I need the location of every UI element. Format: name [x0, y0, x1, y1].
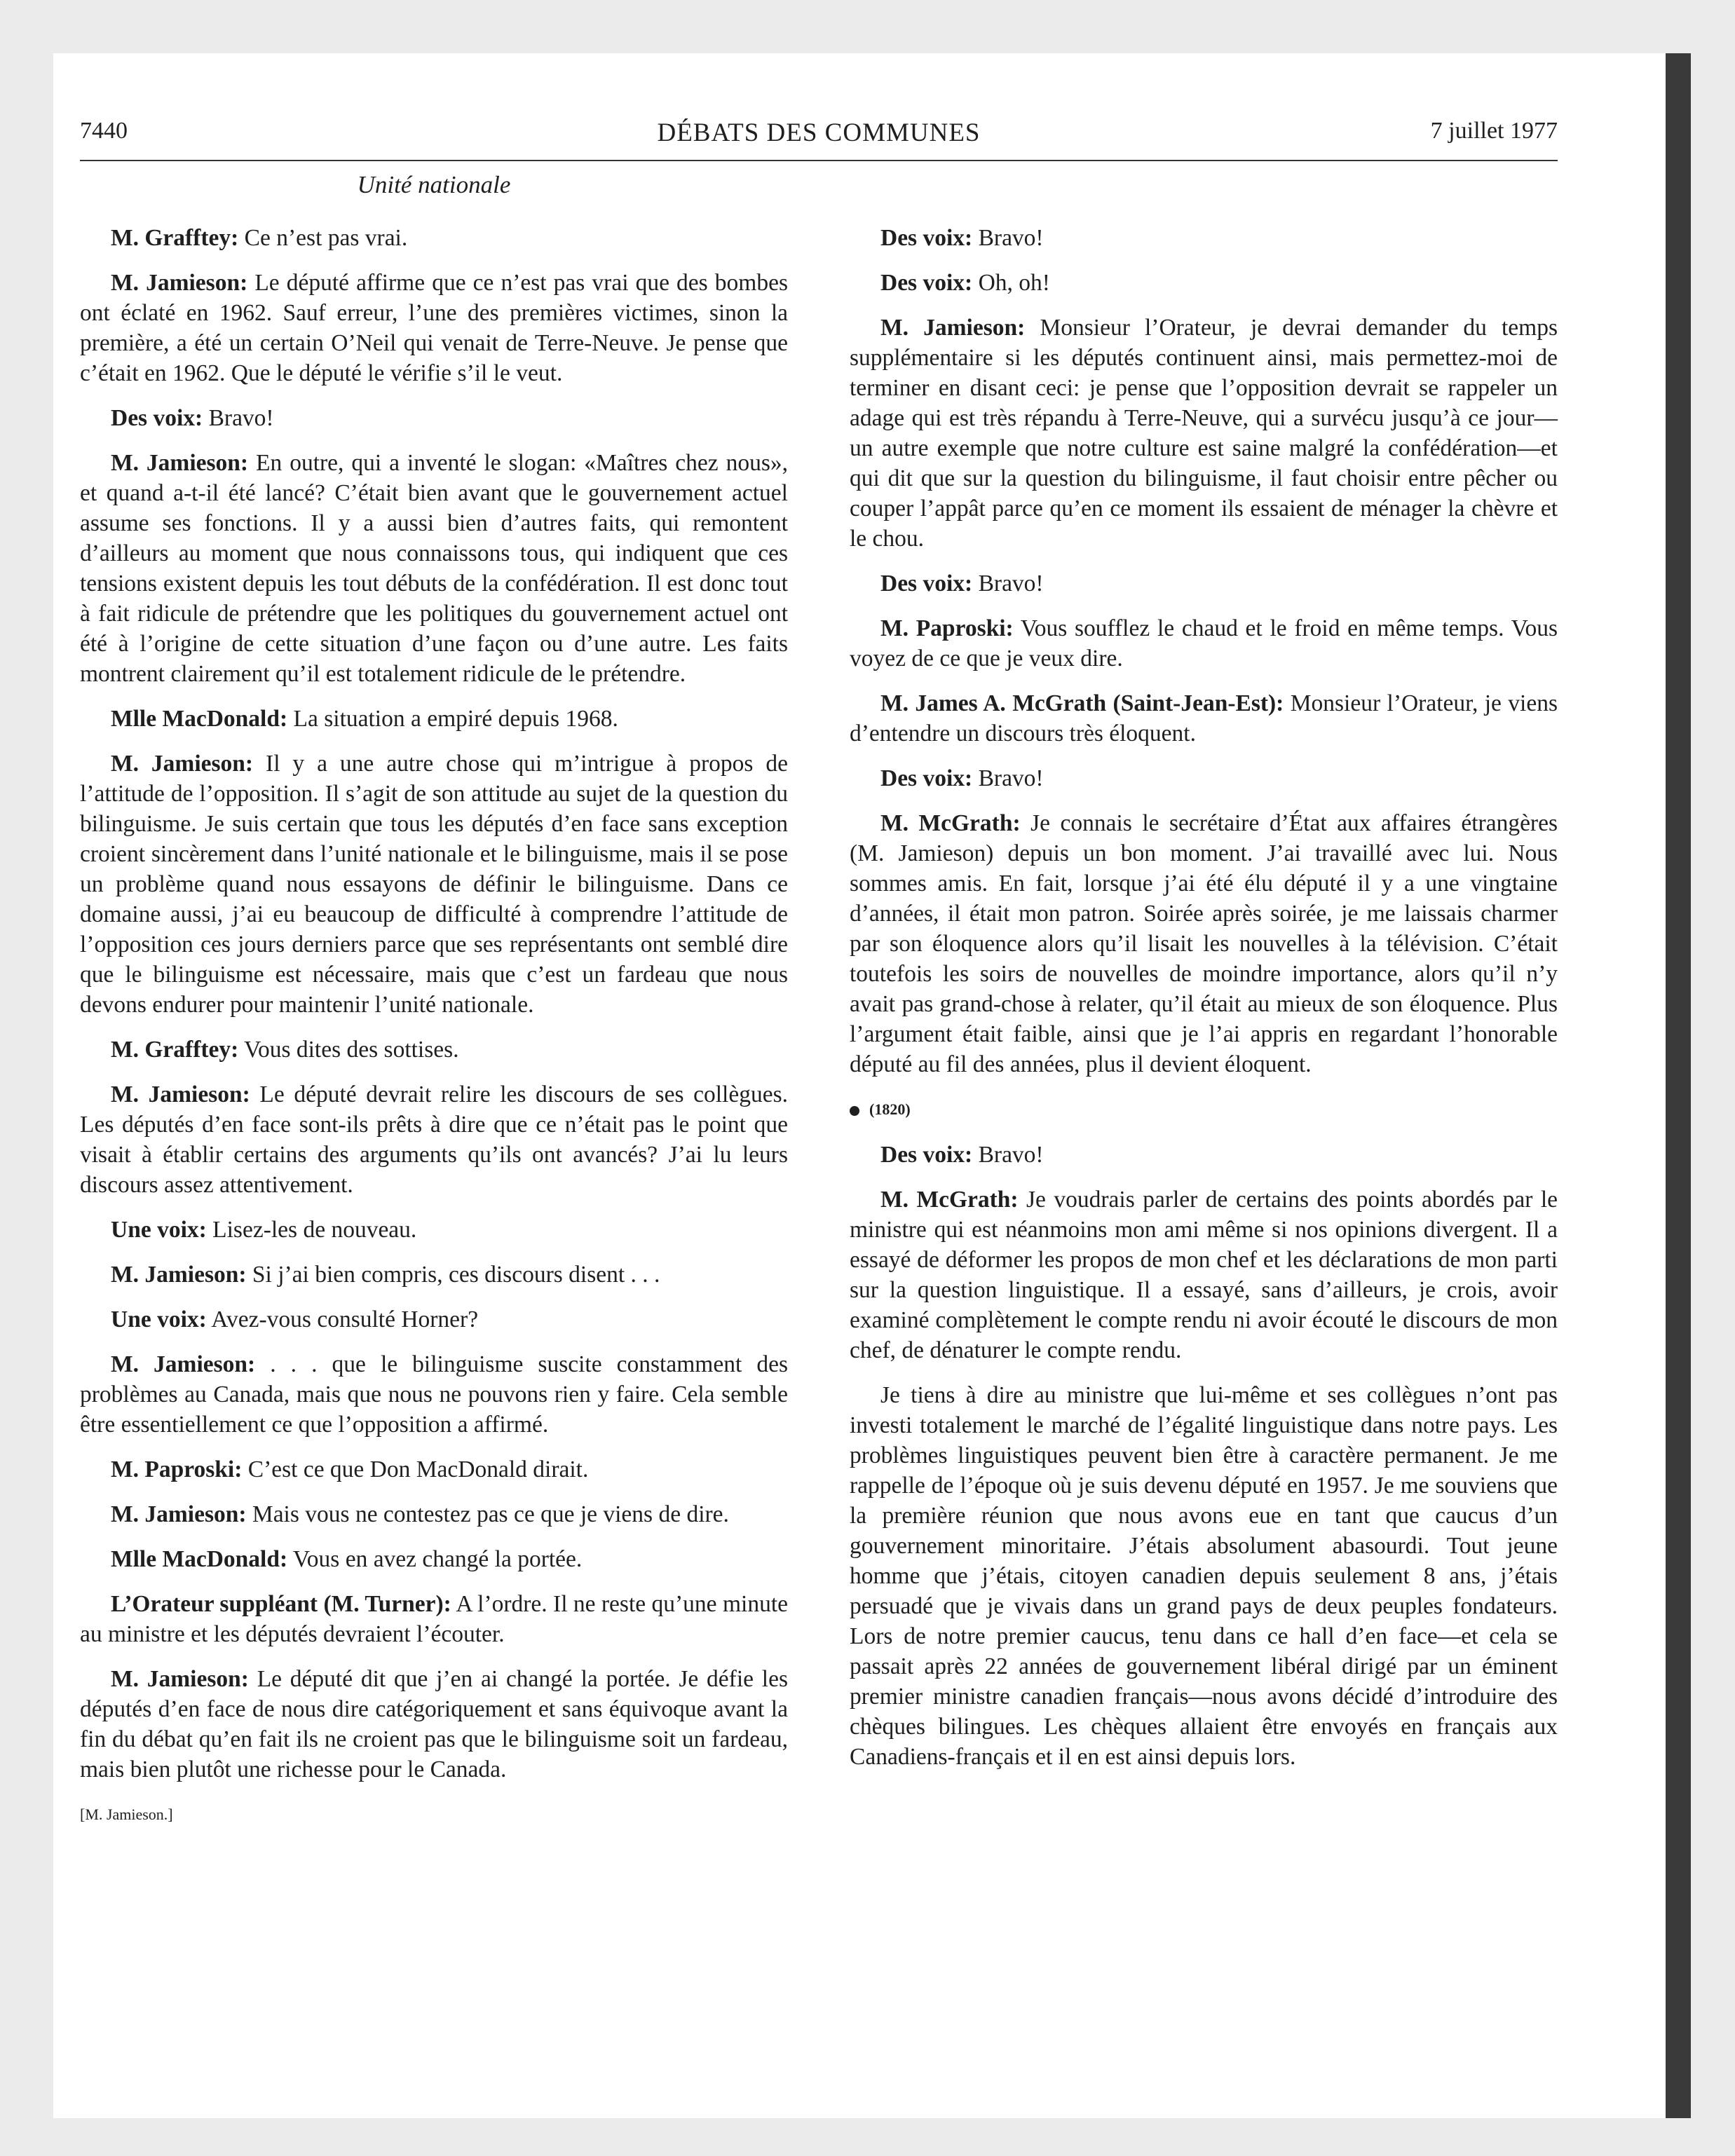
- paragraph: [80, 1260, 788, 1290]
- paragraph: [80, 223, 788, 253]
- speaker-name: M. Jamieson:: [111, 1666, 249, 1692]
- paragraph: [850, 808, 1558, 1079]
- speech-text: Il y a une autre chose qui m’intrigue à propos de l’attitude de l’opposition. Il s’agit de son attitude au sujet de la question du bilinguisme. Je suis certain que tous les députés d’en face sans exception croient sincèrement dans l’unité nationale et le bilinguisme, mais il se pose un problème quand nous essayons de définir le bilinguisme. Dans ce domaine aussi, j’ai eu beaucoup de difficulté à comprendre l’attitude de l’opposition ces jours derniers parce que ses représentants ont semblé dire que le bilinguisme est nécessaire, mais que c’est un fardeau que nous devons endurer pour maintenir l’unité nationale.: [80, 751, 788, 1018]
- paragraph: [80, 1349, 788, 1440]
- speaker-name: M. James A. McGrath (Saint-Jean-Est):: [880, 690, 1284, 716]
- time-marker-text: (1820): [869, 1100, 911, 1118]
- speaker-name: Mlle MacDonald:: [111, 1546, 288, 1572]
- page-header: [80, 118, 1558, 161]
- paragraph: [850, 568, 1558, 599]
- speaker-name: M. Jamieson:: [111, 450, 249, 476]
- bullet-icon: [850, 1106, 859, 1116]
- speech-text: Monsieur l’Orateur, je viens d’entendre un discours très éloquent.: [850, 690, 1558, 746]
- speaker-name: M. Jamieson:: [111, 270, 248, 296]
- page-number: 7440: [80, 118, 128, 144]
- speaker-name: Une voix:: [111, 1217, 207, 1243]
- publication-date: 7 juillet 1977: [1430, 118, 1558, 144]
- speaker-name: Mlle MacDonald:: [111, 706, 288, 732]
- paragraph: [80, 403, 788, 433]
- speech-text: Bravo!: [203, 405, 274, 431]
- speaker-name: M. Jamieson:: [111, 751, 254, 777]
- speech-text: Bravo!: [972, 1142, 1044, 1168]
- speaker-name: Des voix:: [880, 571, 973, 596]
- continuation-tag: [M. Jamieson.]: [80, 1806, 173, 1823]
- paragraph: [850, 688, 1558, 749]
- paragraph: [80, 1215, 788, 1245]
- speech-text: Avez-vous consulté Horner?: [206, 1306, 479, 1332]
- time-marker: [850, 1094, 1558, 1124]
- speech-text: Si j’ai bien compris, ces discours disent . . .: [246, 1262, 660, 1288]
- paragraph: [80, 1035, 788, 1065]
- paragraph: [80, 1454, 788, 1485]
- speech-text: Je voudrais parler de certains des points abordés par le ministre qui est néanmoins mon ami même si nos opinions divergent. Il a essayé de déformer les propos de mon chef et les déclarations de mon parti sur la question linguistique. Il a essayé, sans d’ailleurs, je crois, avoir examiné complètement le compte rendu ni avoir écouté le discours de mon chef, de dénaturer le compte rendu.: [850, 1187, 1558, 1363]
- speaker-name: M. McGrath:: [880, 810, 1021, 836]
- paragraph: [80, 704, 788, 734]
- speech-text: La situation a empiré depuis 1968.: [287, 706, 618, 732]
- section-title: Unité nationale: [357, 171, 511, 198]
- speech-text: Vous en avez changé la portée.: [287, 1546, 583, 1572]
- speech-text: Bravo!: [972, 571, 1044, 596]
- paragraph: [850, 1380, 1558, 1772]
- speaker-name: L’Orateur suppléant (M. Turner):: [111, 1591, 451, 1617]
- paragraph: [80, 1589, 788, 1649]
- speaker-name: M. Paproski:: [111, 1456, 243, 1482]
- right-column: [850, 223, 1558, 1787]
- speech-text: Bravo!: [972, 225, 1044, 251]
- speaker-name: M. Jamieson:: [111, 1082, 250, 1107]
- speech-text: Ce n’est pas vrai.: [238, 225, 408, 251]
- speaker-name: M. Jamieson:: [111, 1501, 247, 1527]
- speaker-name: Des voix:: [880, 765, 973, 791]
- paragraph: [850, 223, 1558, 253]
- paragraph: [80, 749, 788, 1020]
- speech-text: Le député devrait relire les discours de ses collègues. Les députés d’en face sont-ils prêts à dire que ce n’était pas le point que visait à établir certains des arguments qu’ils ont avancés? J’ai lu leurs discours assez attentivement.: [80, 1082, 788, 1198]
- paragraph: [80, 448, 788, 689]
- speech-text: Lisez-les de nouveau.: [206, 1217, 417, 1243]
- speaker-name: M. Jamieson:: [111, 1262, 247, 1288]
- speaker-name: Une voix:: [111, 1306, 207, 1332]
- speaker-name: M. Jamieson:: [880, 315, 1026, 341]
- speech-text: En outre, qui a inventé le slogan: «Maîtres chez nous», et quand a-t-il été lancé? C’était bien avant que le gouvernement actuel assume ses fonctions. Il y a aussi bien d’autres faits, qui remontent d’ailleurs au moment que nous connaissons tous, qui indiquent que ces tensions existent depuis les tout débuts de la confédération. Il est donc tout à fait ridicule de prétendre que les politiques du gouvernement actuel ont été à l’origine de cette situation d’une façon ou d’une autre. Les faits montrent clairement qu’il est totalement ridicule de le prétendre.: [80, 450, 788, 687]
- paragraph: [850, 313, 1558, 554]
- speech-text: Vous dites des sottises.: [238, 1037, 459, 1063]
- speech-text: Mais vous ne contestez pas ce que je viens de dire.: [246, 1501, 729, 1527]
- paragraph: [850, 763, 1558, 793]
- speaker-name: Des voix:: [880, 270, 973, 296]
- speech-text: Le député dit que j’en ai changé la portée. Je défie les députés d’en face de nous dire catégoriquement et sans équivoque avant la fin du débat qu’en fait ils ne croient pas que le bilinguisme soit un fardeau, mais bien plutôt une richesse pour le Canada.: [80, 1666, 788, 1782]
- speech-text: Monsieur l’Orateur, je devrai demander du temps supplémentaire si les députés continuent ainsi, mais permettez-moi de terminer en disant ceci: je pense que l’opposition devrait se rappeler un adage qui est très répandu à Terre-Neuve, qui a survécu jusqu’à ce jour—un autre exemple que notre culture est saine malgré la confédération—et qui dit que sur la question du bilinguisme, il faut choisir entre pêcher ou couper l’appât parce qu’en ce moment ils essaient de ménager la chèvre et le chou.: [850, 315, 1558, 552]
- paragraph: [850, 613, 1558, 674]
- paragraph: [80, 1664, 788, 1785]
- paragraph: [80, 268, 788, 388]
- speech-text: Je tiens à dire au ministre que lui-même et ses collègues n’ont pas investi totalement le marché de l’égalité linguistique dans notre pays. Les problèmes linguistiques peuvent bien être à caractère permanent. Je me rappelle de l’époque où je suis devenu député en 1957. Je me souviens que la première réunion que nous avons eue en tant que caucus d’un gouvernement minoritaire. J’étais absolument abasourdi. Tout jeune homme que j’étais, citoyen canadien depuis seulement 8 ans, j’étais persuadé que je vivais dans un grand pays de deux peuples fondateurs. Lors de notre premier caucus, tenu dans ce hall d’en face—et cela se passait après 22 années de gouvernement libéral dirigé par un éminent premier ministre canadien français—nous avons décidé d’introduire des chèques bilingues. Les chèques allaient être envoyés en français aux Canadiens-français et il en est ainsi depuis lors.: [850, 1382, 1558, 1770]
- paragraph: [850, 268, 1558, 298]
- speaker-name: Des voix:: [111, 405, 203, 431]
- speech-text: Le député affirme que ce n’est pas vrai que des bombes ont éclaté en 1962. Sauf erreur, l’une des premières victimes, sinon la première, a été un certain O’Neil qui venait de Terre-Neuve. Je pense que c’était en 1962. Que le député le vérifie s’il le veut.: [80, 270, 789, 386]
- paragraph: [80, 1079, 788, 1200]
- speech-text: Bravo!: [972, 765, 1044, 791]
- speaker-name: M. McGrath:: [880, 1187, 1019, 1213]
- page-binding-edge: [1666, 53, 1691, 2118]
- speech-text: . . . que le bilinguisme suscite constamment des problèmes au Canada, mais que nous ne pouvons rien y faire. Cela semble être essentiellement ce que l’opposition a affirmé.: [80, 1351, 788, 1438]
- speech-text: C’est ce que Don MacDonald dirait.: [242, 1456, 589, 1482]
- paragraph: [80, 1544, 788, 1574]
- speech-text: A l’ordre. Il ne reste qu’une minute au ministre et les députés devraient l’écouter.: [80, 1591, 788, 1647]
- speech-text: Je connais le secrétaire d’État aux affaires étrangères (M. Jamieson) depuis un bon moment. J’ai travaillé avec lui. Nous sommes amis. En fait, lorsque j’ai été élu député il y a une vingtaine d’années, il était mon patron. Soirée après soirée, je me laissais charmer par son éloquence alors qu’il lisait les nouvelles à la télévision. C’était toutefois les soirs de nouvelles de moindre importance, alors qu’il n’y avait pas grand-chose à relater, qu’il était au mieux de son éloquence. Plus l’argument était faible, ainsi que je l’ai appris en regardant l’honorable député au fil des années, plus il devient éloquent.: [850, 810, 1558, 1077]
- speech-text: Vous soufflez le chaud et le froid en même temps. Vous voyez de ce que je veux dire.: [850, 615, 1558, 671]
- publication-title: DÉBATS DES COMMUNES: [657, 118, 981, 147]
- speaker-name: Des voix:: [880, 1142, 973, 1168]
- paragraph: [850, 1140, 1558, 1170]
- paragraph: [80, 1499, 788, 1529]
- speaker-name: M. Grafftey:: [111, 1037, 239, 1063]
- paragraph: [850, 1185, 1558, 1365]
- speaker-name: M. Grafftey:: [111, 225, 239, 251]
- left-column: [80, 223, 788, 1829]
- speaker-name: Des voix:: [880, 225, 973, 251]
- speaker-name: M. Paproski:: [880, 615, 1014, 641]
- speech-text: Oh, oh!: [972, 270, 1050, 296]
- paragraph: [80, 1304, 788, 1335]
- speaker-name: M. Jamieson:: [111, 1351, 256, 1377]
